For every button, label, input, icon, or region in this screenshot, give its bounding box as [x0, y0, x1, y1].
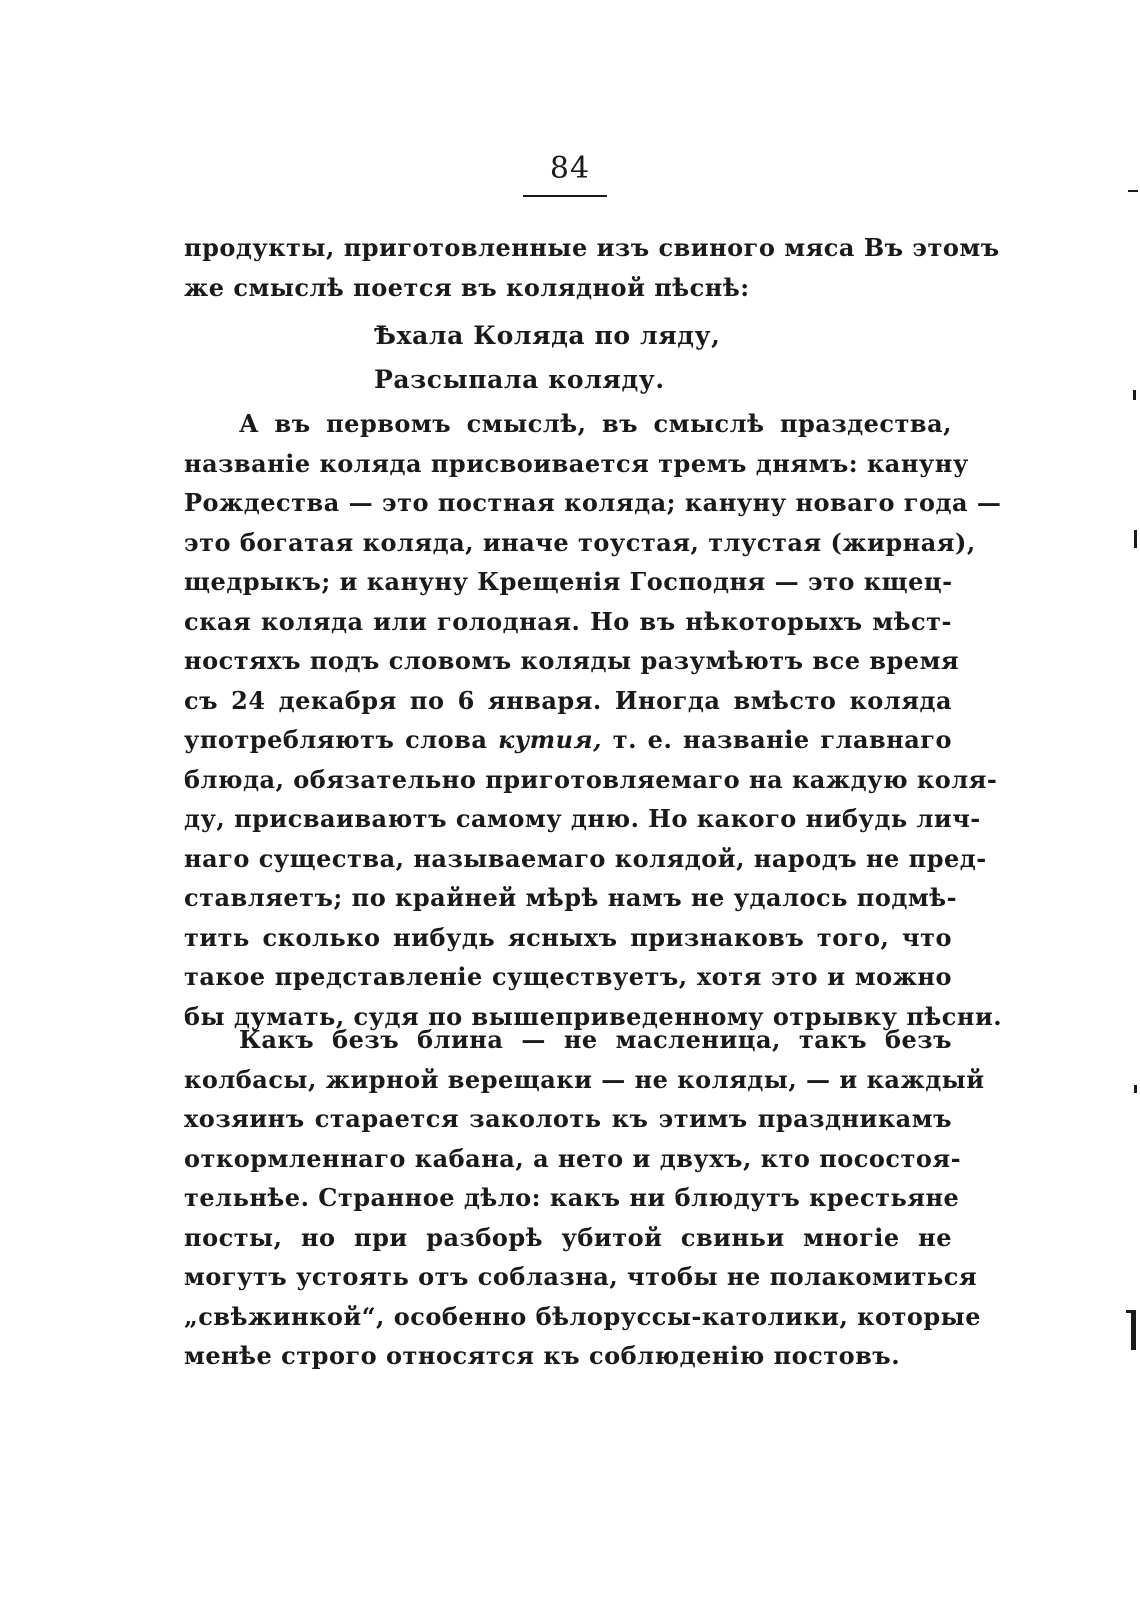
text-line: „свѣжинкой“, особенно бѣлоруссы-католики, которые	[184, 1301, 981, 1331]
text-line: съ 24 декабря по 6 января. Иногда вмѣсто коляда	[184, 685, 952, 715]
text-line: щедрыкъ; и кануну Крещенія Господня — это кщец-	[184, 567, 953, 596]
text-line: блюда, обязательно приготовляемаго на каждую коля-	[184, 764, 998, 794]
paragraph-2	[184, 1020, 985, 1376]
page-number: 84	[549, 151, 591, 186]
text-line-with-italic	[184, 720, 952, 760]
text-line: ностяхъ подъ словомъ коляды разумѣютъ все время	[184, 646, 960, 675]
text-line: хозяинъ старается заколоть къ этимъ праздникамъ	[184, 1104, 952, 1133]
text-line: ставляетъ; по крайней мѣрѣ намъ не удалось подмѣ-	[184, 883, 958, 912]
text-line: продукты, приготовленные изъ свиного мяса Въ этомъ	[184, 233, 1000, 262]
verse-block	[374, 314, 774, 402]
text-line: посты, но при разборѣ убитой свиньи многіе не	[184, 1222, 952, 1252]
scan-mark	[1133, 390, 1136, 400]
text-line: ду, присваиваютъ самому дню. Но какого нибудь лич-	[184, 804, 981, 833]
text-line: же смыслѣ поется въ колядной пѣснѣ:	[184, 272, 750, 302]
text-line: менѣе строго относятся къ соблюденію постовъ.	[184, 1341, 901, 1370]
text-fragment: т. е. названіе главнаго	[612, 725, 953, 754]
text-line: А въ первомъ смыслѣ, въ смыслѣ праздества,	[239, 409, 952, 438]
text-line: тельнѣе. Странное дѣло: какъ ни блюдутъ крестьяне	[184, 1183, 960, 1212]
text-line: названіе коляда присвоивается тремъ днямъ: кануну	[184, 448, 969, 478]
paragraph-1	[184, 404, 1003, 1036]
intro-block	[184, 228, 1000, 307]
text-line: тить сколько нибудь ясныхъ признаковъ того, что	[184, 922, 952, 952]
verse-line: Разсыпала коляду.	[374, 365, 665, 394]
italic-word: кутия,	[498, 725, 603, 754]
text-line: Какъ безъ блина — не масленица, такъ безъ	[239, 1025, 952, 1054]
text-line: колбасы, жирной верещаки — не коляды, — и каждый	[184, 1064, 985, 1094]
text-line: могутъ устоять отъ соблазна, чтобы не полакомиться	[184, 1262, 978, 1291]
scan-mark	[1131, 1310, 1136, 1350]
text-line: Рождества — это постная коляда; кануну новаго года —	[184, 488, 1002, 517]
text-line: откормленнаго кабана, а нето и двухъ, кто посостоя-	[184, 1143, 962, 1173]
page-number-rule	[523, 195, 607, 197]
text-line: такое представленіе существуетъ, хотя это и можно	[184, 962, 952, 991]
text-line: это богатая коляда, иначе тоустая, тлустая (жирная),	[184, 527, 976, 557]
text-line: наго существа, называемаго колядой, народъ не пред-	[184, 843, 987, 873]
text-line: ская коляда или голодная. Но въ нѣкоторыхъ мѣст-	[184, 606, 952, 636]
text-line: бы думать, судя по вышеприведенному отрывку пѣсни.	[184, 1001, 1003, 1031]
text-fragment: употребляютъ слова	[184, 725, 488, 754]
scan-mark	[1134, 1085, 1137, 1093]
verse-line: Ѣхала Коляда по ляду,	[374, 321, 721, 350]
scan-mark	[1134, 530, 1137, 548]
scan-mark	[1128, 190, 1138, 192]
